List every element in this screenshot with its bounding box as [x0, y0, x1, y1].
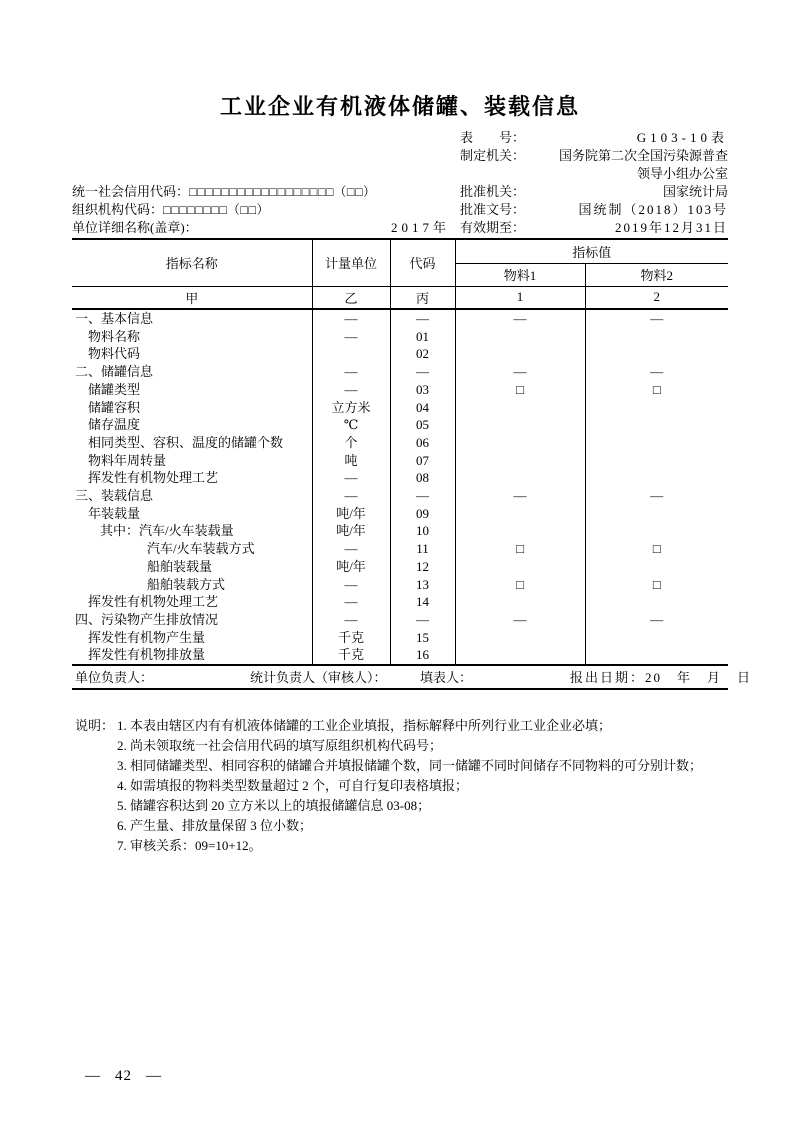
- material2-value-cell[interactable]: [585, 505, 728, 523]
- table-row: [72, 576, 728, 594]
- indicator-code: 13: [390, 576, 455, 594]
- material1-value-cell[interactable]: [455, 505, 585, 523]
- indicator-code: 10: [390, 522, 455, 540]
- material2-value-cell[interactable]: —: [585, 487, 728, 505]
- material2-value-cell[interactable]: [585, 416, 728, 434]
- indicator-code: 07: [390, 452, 455, 470]
- material1-value-cell[interactable]: [455, 328, 585, 346]
- col-header-indicator: 指标名称: [165, 256, 218, 272]
- indicator-name: 船舶装载方式: [147, 576, 226, 592]
- signature-row: [72, 666, 753, 690]
- indicator-code: 05: [390, 416, 455, 434]
- table-row: [72, 629, 728, 647]
- indicator-name: 储罐类型: [88, 381, 141, 397]
- col-key-bing: 丙: [390, 286, 455, 309]
- notes-label: 说明：: [75, 718, 115, 734]
- indicator-name: 挥发性有机物排放量: [88, 647, 206, 663]
- table-row: [72, 540, 728, 558]
- validity-value: 2019年12月31日: [614, 220, 728, 235]
- material1-value-cell[interactable]: [455, 399, 585, 417]
- indicator-unit: 千克: [312, 646, 390, 665]
- col-key-yi: 乙: [312, 286, 390, 309]
- indicator-name: 挥发性有机物产生量: [88, 629, 206, 645]
- material1-value-cell[interactable]: —: [455, 487, 585, 505]
- table-row: [72, 309, 728, 328]
- indicator-unit: [312, 345, 390, 363]
- material1-value-cell[interactable]: [455, 558, 585, 576]
- credit-code-label: 统一社会信用代码：: [72, 184, 190, 199]
- material2-value-cell[interactable]: □: [585, 576, 728, 594]
- org-code-label: 组织机构代码：: [72, 202, 164, 217]
- indicator-code: 14: [390, 593, 455, 611]
- form-no-value: G103-10表: [636, 130, 728, 145]
- indicator-unit: —: [312, 328, 390, 346]
- material2-value-cell[interactable]: [585, 452, 728, 470]
- doc-no-value: 国统制（2018）103号: [578, 202, 728, 217]
- approver-value: 国家统计局: [662, 184, 728, 199]
- indicator-code: —: [390, 611, 455, 629]
- indicator-name: 汽车/火车装载方式: [147, 541, 255, 557]
- indicator-name: 储罐容积: [88, 399, 141, 415]
- material2-value-cell[interactable]: [585, 399, 728, 417]
- material2-value-cell[interactable]: [585, 469, 728, 487]
- col-header-code: 代码: [390, 239, 455, 286]
- material2-value-cell[interactable]: [585, 522, 728, 540]
- validity-label: 有效期至：: [460, 220, 526, 235]
- page-number-value: 42: [115, 1068, 132, 1084]
- table-row: [72, 363, 728, 381]
- note-item: 7. 审核关系：09=10+12。: [117, 838, 262, 854]
- indicator-name: 挥发性有机物处理工艺: [88, 594, 219, 610]
- col-header-material2: 物料2: [585, 263, 728, 286]
- indicator-code: —: [390, 309, 455, 328]
- maker-value-line2: 领导小组办公室: [636, 166, 728, 181]
- note-item: 4. 如需填报的物料类型数量超过 2 个，可自行复印表格填报；: [117, 778, 469, 794]
- col-header-value-group: 指标值: [455, 239, 728, 263]
- material2-value-cell[interactable]: —: [585, 309, 728, 328]
- material1-value-cell[interactable]: —: [455, 611, 585, 629]
- indicator-code: —: [390, 363, 455, 381]
- indicator-name: 四、污染物产生排放情况: [75, 611, 219, 627]
- indicator-name: 物料代码: [88, 346, 141, 362]
- material1-value-cell[interactable]: [455, 522, 585, 540]
- indicator-unit: —: [312, 381, 390, 399]
- indicator-name: 物料年周转量: [88, 452, 167, 468]
- material1-value-cell[interactable]: □: [455, 540, 585, 558]
- indicator-unit: —: [312, 469, 390, 487]
- page-number-dash-right: —: [146, 1068, 162, 1084]
- table-row: [72, 558, 728, 576]
- indicator-code: 02: [390, 345, 455, 363]
- note-item: 5. 储罐容积达到 20 立方米以上的填报储罐信息 03-08；: [117, 798, 431, 814]
- material1-value-cell[interactable]: —: [455, 309, 585, 328]
- material2-value-cell[interactable]: —: [585, 611, 728, 629]
- note-item: 1. 本表由辖区内有有机液体储罐的工业企业填报，指标解释中所列行业工业企业必填；: [117, 718, 612, 734]
- table-row: [72, 345, 728, 363]
- form-filler-label[interactable]: 填表人：: [420, 670, 473, 686]
- indicator-unit: ℃: [312, 416, 390, 434]
- org-code-boxes[interactable]: □□□□□□□□（□□）: [163, 203, 270, 217]
- table-row: [72, 487, 728, 505]
- indicator-unit: 吨/年: [312, 505, 390, 523]
- indicator-code: 03: [390, 381, 455, 399]
- material1-value-cell[interactable]: [455, 434, 585, 452]
- approver-label: 批准机关：: [460, 184, 526, 199]
- indicator-name: 年装载量: [88, 505, 141, 521]
- table-row: [72, 452, 728, 470]
- maker-label: 制定机关：: [460, 148, 526, 163]
- table-row: [72, 381, 728, 399]
- maker-value-line1: 国务院第二次全国污染源普查: [558, 148, 728, 163]
- indicator-table: [72, 238, 728, 666]
- header-meta: [72, 129, 728, 237]
- material1-value-cell[interactable]: [455, 629, 585, 647]
- indicator-code: 01: [390, 328, 455, 346]
- col-key-2: 2: [585, 286, 728, 309]
- indicator-unit: 立方米: [312, 399, 390, 417]
- table-row: [72, 328, 728, 346]
- material1-value-cell[interactable]: [455, 452, 585, 470]
- credit-code-boxes[interactable]: □□□□□□□□□□□□□□□□□□（□□）: [189, 185, 377, 199]
- indicator-unit: 个: [312, 434, 390, 452]
- col-key-1: 1: [455, 286, 585, 309]
- indicator-code: 04: [390, 399, 455, 417]
- page-number: [85, 1068, 162, 1085]
- table-row: [72, 469, 728, 487]
- col-key-jia: 甲: [72, 286, 312, 309]
- indicator-unit: 吨/年: [312, 522, 390, 540]
- material2-value-cell[interactable]: [585, 629, 728, 647]
- material1-value-cell[interactable]: [455, 345, 585, 363]
- material1-value-cell[interactable]: [455, 469, 585, 487]
- indicator-unit: —: [312, 576, 390, 594]
- indicator-name: 二、储罐信息: [75, 364, 154, 380]
- note-item: 6. 产生量、排放量保留 3 位小数；: [117, 818, 313, 834]
- indicator-code: 15: [390, 629, 455, 647]
- material1-value-cell[interactable]: [455, 416, 585, 434]
- table-row: [72, 593, 728, 611]
- note-item: 2. 尚未领取统一社会信用代码的填写原组织机构代码号；: [117, 738, 443, 754]
- stats-head-label[interactable]: 统计负责人（审核人）：: [250, 670, 387, 686]
- indicator-name: 挥发性有机物处理工艺: [88, 470, 219, 486]
- col-header-material1: 物料1: [455, 263, 585, 286]
- indicator-name: 船舶装载量: [147, 558, 213, 574]
- table-row: [72, 416, 728, 434]
- col-header-unit: 计量单位: [312, 239, 390, 286]
- table-row: [72, 434, 728, 452]
- doc-no-label: 批准文号：: [460, 202, 526, 217]
- form-title: 工业企业有机液体储罐、装载信息: [219, 94, 580, 119]
- material2-value-cell[interactable]: □: [585, 540, 728, 558]
- form-no-label: 表 号：: [460, 130, 526, 145]
- page-number-dash-left: —: [85, 1068, 101, 1084]
- indicator-code: 16: [390, 646, 455, 665]
- table-row: [72, 611, 728, 629]
- material2-value-cell[interactable]: [585, 558, 728, 576]
- unit-name-label[interactable]: 单位详细名称(盖章)：: [72, 220, 198, 235]
- table-row: [72, 505, 728, 523]
- indicator-name: 其中：汽车/火车装载量: [100, 523, 234, 539]
- indicator-code: 12: [390, 558, 455, 576]
- indicator-unit: 千克: [312, 629, 390, 647]
- material1-value-cell[interactable]: [455, 646, 585, 665]
- notes-list: [117, 716, 702, 856]
- material1-value-cell[interactable]: —: [455, 363, 585, 381]
- indicator-name: 三、装载信息: [75, 488, 154, 504]
- material2-value-cell[interactable]: □: [585, 381, 728, 399]
- indicator-name: 物料名称: [88, 328, 141, 344]
- indicator-code: —: [390, 487, 455, 505]
- note-item: 3. 相同储罐类型、相同容积的储罐合并填报储罐个数，同一储罐不同时间储存不同物料的可分别计数；: [117, 758, 703, 774]
- indicator-unit: 吨/年: [312, 558, 390, 576]
- material1-value-cell[interactable]: □: [455, 381, 585, 399]
- indicator-code: 08: [390, 469, 455, 487]
- material2-value-cell[interactable]: [585, 345, 728, 363]
- indicator-unit: —: [312, 487, 390, 505]
- indicator-name: 相同类型、容积、温度的储罐个数: [88, 434, 284, 450]
- indicator-unit: —: [312, 309, 390, 328]
- indicator-unit: —: [312, 540, 390, 558]
- indicator-unit: 吨: [312, 452, 390, 470]
- indicator-name: 储存温度: [88, 417, 141, 433]
- material2-value-cell[interactable]: —: [585, 363, 728, 381]
- material1-value-cell[interactable]: [455, 593, 585, 611]
- report-year: 2017年: [390, 220, 450, 235]
- unit-head-label[interactable]: 单位负责人：: [75, 670, 154, 686]
- table-row: [72, 646, 728, 665]
- indicator-unit: —: [312, 611, 390, 629]
- material2-value-cell[interactable]: [585, 328, 728, 346]
- table-row: [72, 522, 728, 540]
- material1-value-cell[interactable]: □: [455, 576, 585, 594]
- indicator-code: 06: [390, 434, 455, 452]
- material2-value-cell[interactable]: [585, 434, 728, 452]
- indicator-name: 一、基本信息: [75, 311, 154, 326]
- material2-value-cell[interactable]: [585, 646, 728, 665]
- material2-value-cell[interactable]: [585, 593, 728, 611]
- indicator-code: 11: [390, 540, 455, 558]
- indicator-unit: —: [312, 593, 390, 611]
- table-row: [72, 399, 728, 417]
- notes-section: [75, 716, 728, 856]
- report-date-label[interactable]: 报出日期：20 年 月 日: [570, 670, 753, 686]
- indicator-code: 09: [390, 505, 455, 523]
- indicator-unit: —: [312, 363, 390, 381]
